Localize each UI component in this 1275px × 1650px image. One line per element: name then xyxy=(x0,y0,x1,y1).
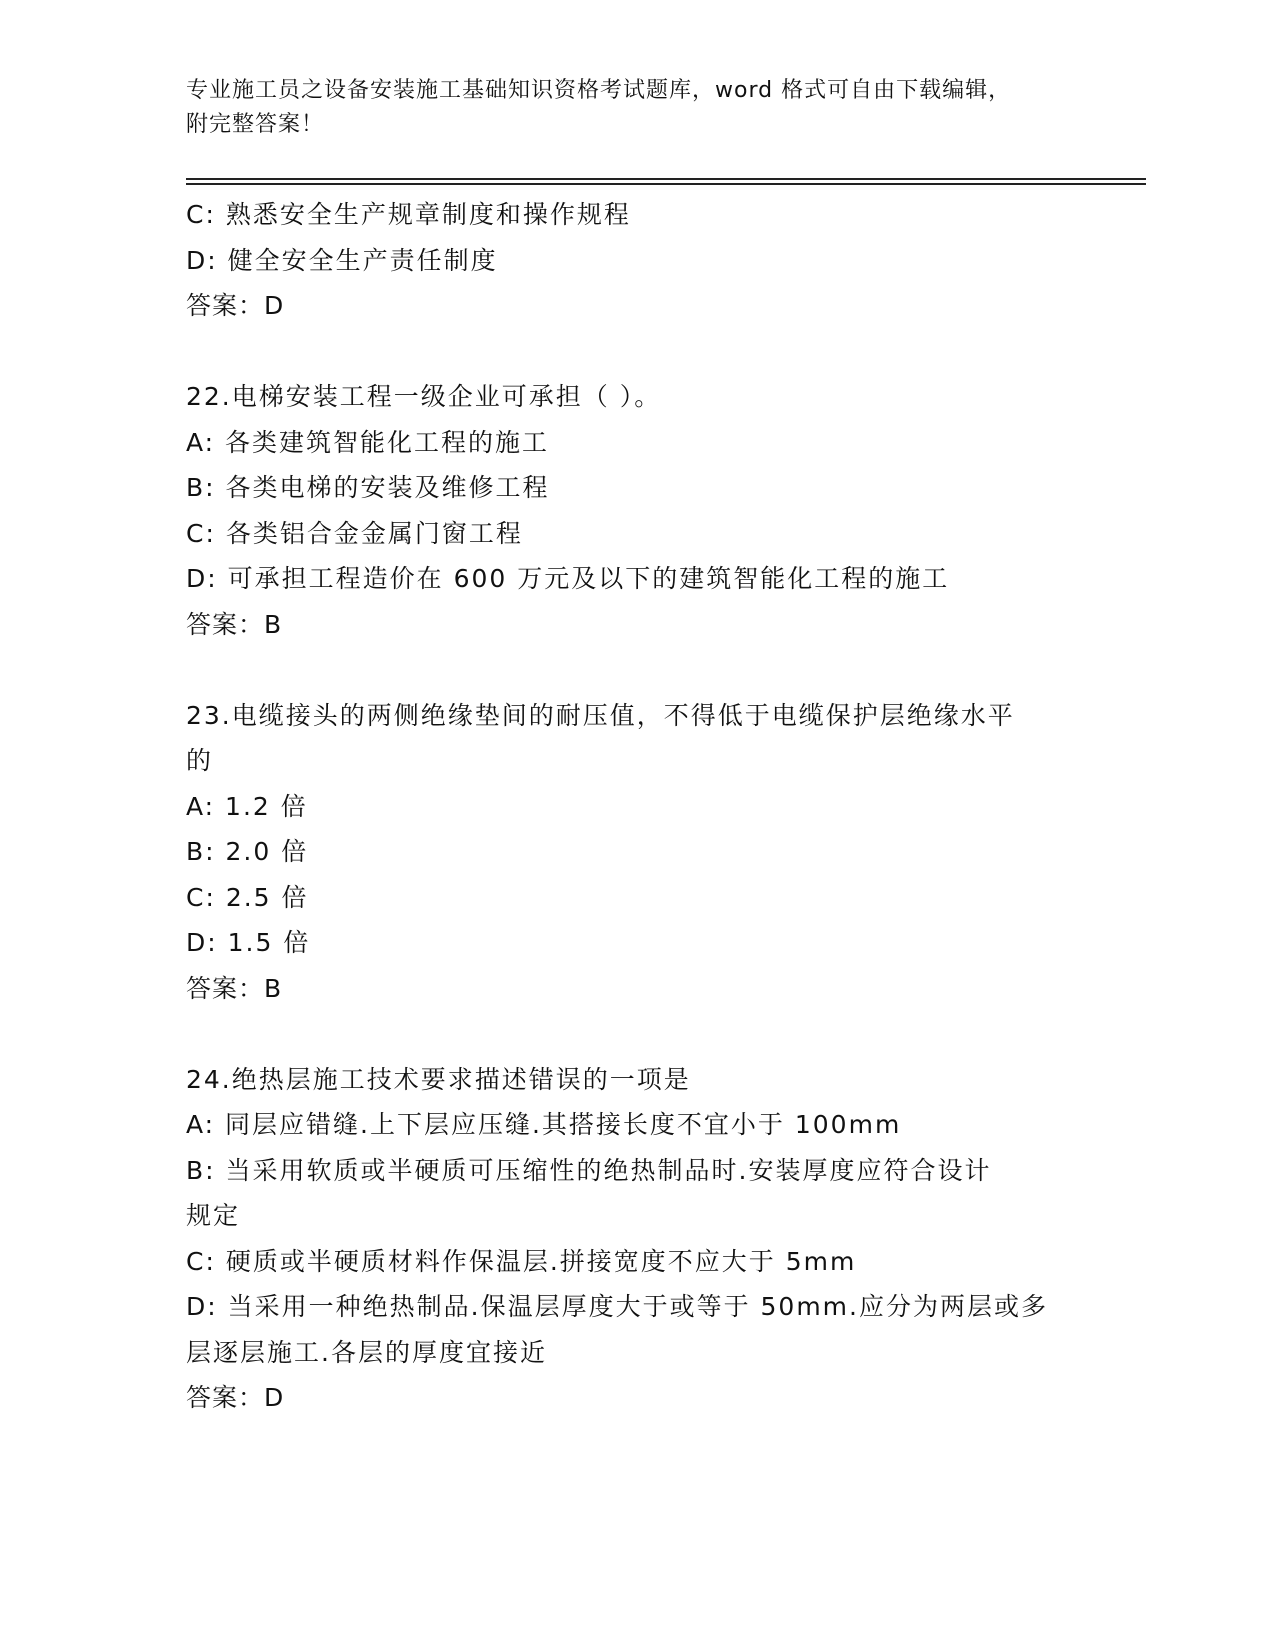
option-b-continued: 规定 xyxy=(186,1201,241,1230)
question-block-23 xyxy=(186,693,1086,1012)
option-b: B: 2.0 倍 xyxy=(186,837,309,866)
option-a: A: 各类建筑智能化工程的施工 xyxy=(186,427,550,457)
header-line-2: 附完整答案！ xyxy=(186,112,325,137)
option-b: B: 当采用软质或半硬质可压缩性的绝热制品时.安装厚度应符合设计 xyxy=(186,1155,992,1185)
spacer xyxy=(186,329,1086,375)
answer-label: 答案：B xyxy=(186,973,283,1003)
question-stem: 22.电梯安装工程一级企业可承担（ ）。 xyxy=(186,382,662,411)
option-b: B: 各类电梯的安装及维修工程 xyxy=(186,473,550,502)
option-c: C: 2.5 倍 xyxy=(186,882,309,912)
question-stem: 24.绝热层施工技术要求描述错误的一项是 xyxy=(186,1064,691,1094)
answer-label: 答案：D xyxy=(186,291,285,320)
answer-label: 答案：B xyxy=(186,609,283,639)
question-stem: 23.电缆接头的两侧绝缘垫间的耐压值，不得低于电缆保护层绝缘水平 xyxy=(186,700,1015,730)
option-d: D: 健全安全生产责任制度 xyxy=(186,245,498,275)
document-header xyxy=(186,74,1066,142)
header-divider-top xyxy=(186,178,1146,180)
question-block-22 xyxy=(186,374,1086,647)
header-divider-bottom xyxy=(186,183,1146,185)
header-line-1: 专业施工员之设备安装施工基础知识资格考试题库，word 格式可自由下载编辑， xyxy=(186,78,1012,103)
option-d: D: 1.5 倍 xyxy=(186,928,311,957)
question-block-prev xyxy=(186,192,1086,329)
option-c: C: 熟悉安全生产规章制度和操作规程 xyxy=(186,200,631,229)
spacer xyxy=(186,1011,1086,1057)
question-list xyxy=(186,192,1086,1421)
option-c: C: 各类铝合金金属门窗工程 xyxy=(186,518,523,548)
option-d: D: 可承担工程造价在 600 万元及以下的建筑智能化工程的施工 xyxy=(186,564,950,593)
option-d-continued: 层逐层施工.各层的厚度宜接近 xyxy=(186,1337,547,1367)
option-a: A: 1.2 倍 xyxy=(186,791,308,821)
option-a: A: 同层应错缝.上下层应压缝.其搭接长度不宜小于 100mm xyxy=(186,1110,902,1139)
spacer xyxy=(186,647,1086,693)
option-d: D: 当采用一种绝热制品.保温层厚度大于或等于 50mm.应分为两层或多 xyxy=(186,1292,1048,1321)
option-c: C: 硬质或半硬质材料作保温层.拼接宽度不应大于 5mm xyxy=(186,1246,857,1276)
question-stem-continued: 的 xyxy=(186,746,214,775)
answer-label: 答案：D xyxy=(186,1383,285,1412)
question-block-24 xyxy=(186,1057,1086,1421)
